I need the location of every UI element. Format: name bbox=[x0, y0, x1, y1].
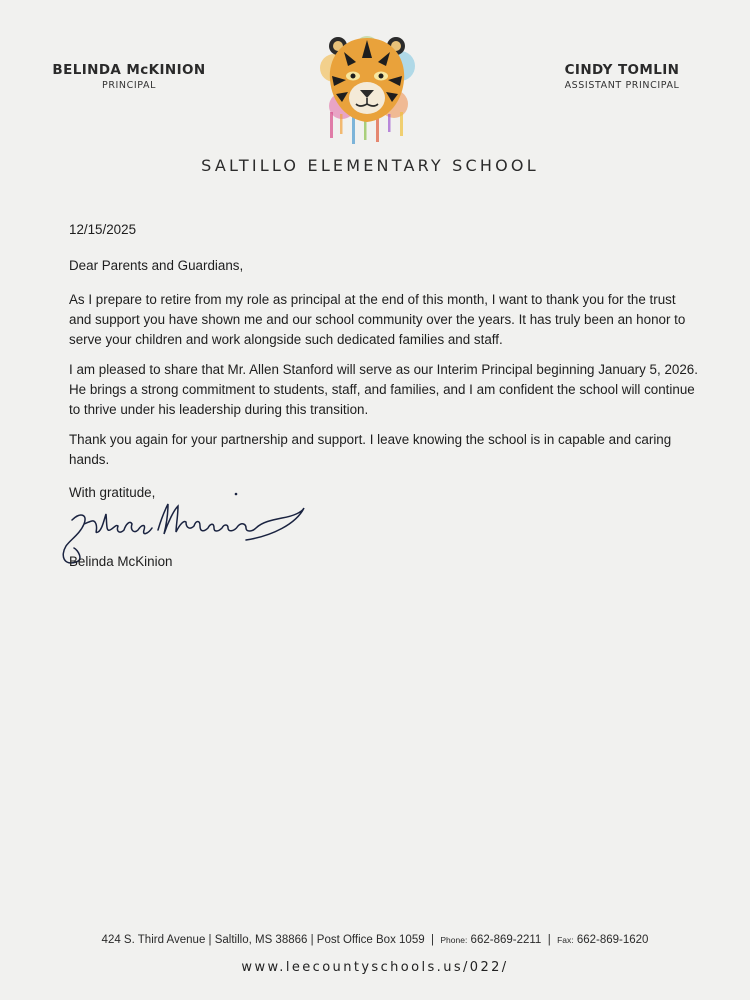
footer-fax: 662-869-1620 bbox=[576, 934, 649, 946]
principal-title: PRINCIPAL bbox=[102, 80, 156, 91]
letter-date: 12/15/2025 bbox=[69, 222, 137, 237]
tiger-logo-icon bbox=[312, 28, 422, 146]
principal-name: BELINDA McKINION bbox=[52, 62, 206, 78]
footer-separator: | bbox=[431, 934, 434, 946]
salutation: Dear Parents and Guardians, bbox=[69, 258, 244, 273]
principal-block bbox=[44, 62, 214, 91]
footer-contact bbox=[40, 934, 710, 946]
signer-name: Belinda McKinion bbox=[69, 554, 173, 569]
closing: With gratitude, bbox=[69, 485, 156, 500]
school-name: SALTILLO ELEMENTARY SCHOOL bbox=[201, 156, 539, 175]
paragraph-retirement: As I prepare to retire from my role as principal at the end of this month, I want to thank you for the trust and support you have shown me and our school community over the years. It has truly been an honor to serve your children and work alongside such dedicated families and staff. bbox=[69, 292, 686, 347]
assistant-principal-title: ASSISTANT PRINCIPAL bbox=[564, 80, 680, 91]
footer-address: 424 S. Third Avenue | Saltillo, MS 38866 | Post Office Box 1059 bbox=[101, 934, 425, 946]
phone-label: Phone: bbox=[440, 935, 468, 945]
paragraph-thanks: Thank you again for your partnership and support. I leave knowing the school is in capable and caring hands. bbox=[69, 432, 672, 467]
fax-label: Fax: bbox=[557, 935, 574, 945]
school-website: www.leecountyschools.us/022/ bbox=[241, 960, 509, 975]
assistant-principal-name: CINDY TOMLIN bbox=[564, 62, 680, 78]
paragraph-interim-principal: I am pleased to share that Mr. Allen Stanford will serve as our Interim Principal beginning January 5, 2026. He brings a strong commitment to students, staff, and families, and I am confident the school will continue to thrive under his leadership during this transition. bbox=[69, 362, 698, 417]
footer-phone: 662-869-2211 bbox=[470, 934, 542, 946]
assistant-principal-block bbox=[552, 62, 692, 91]
footer-separator: | bbox=[547, 934, 551, 946]
